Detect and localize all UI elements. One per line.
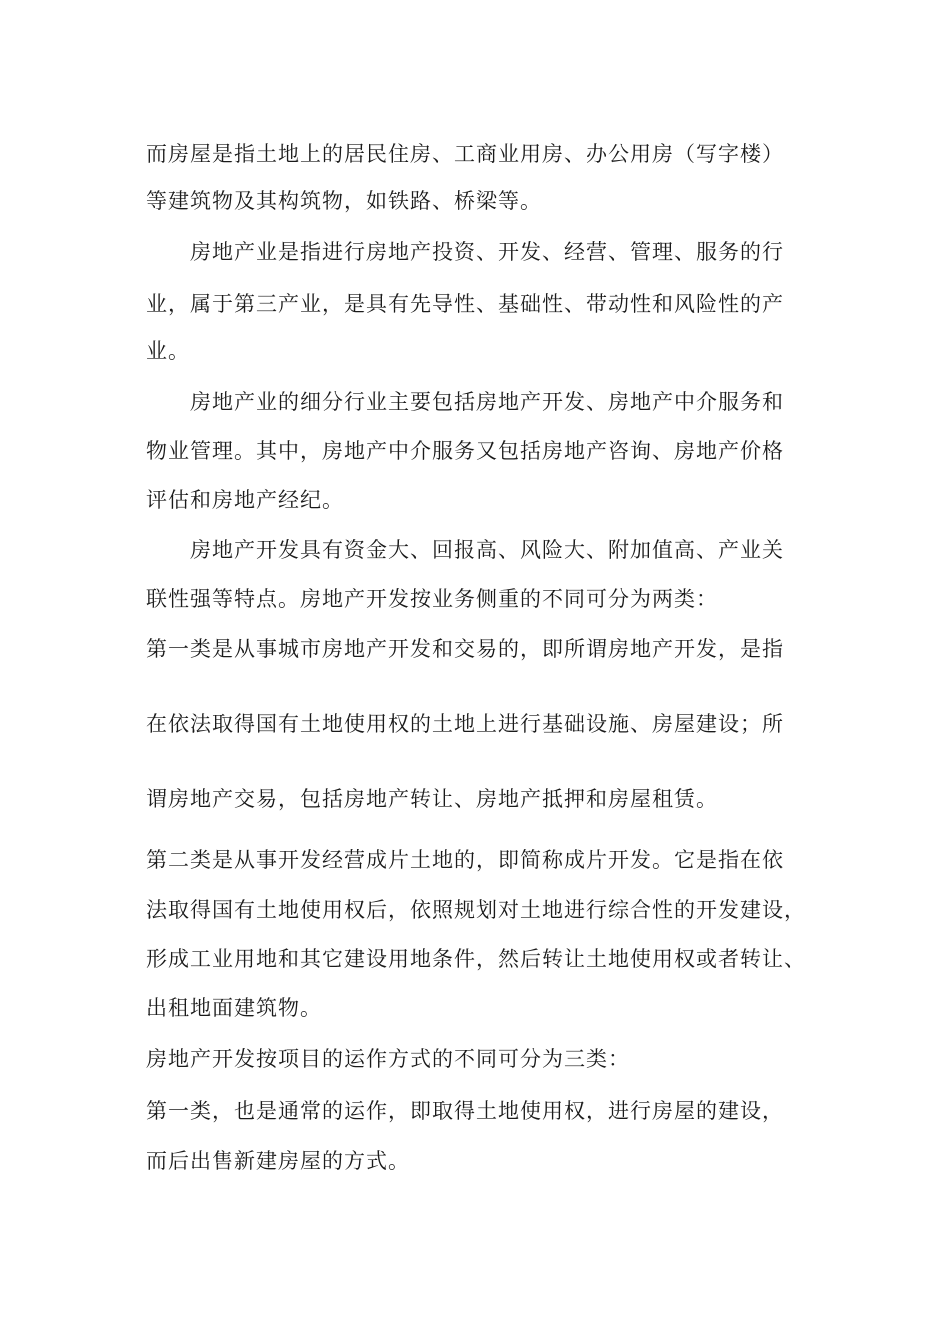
text-line: 房地产开发按项目的运作方式的不同可分为三类： <box>146 1047 630 1071</box>
text-line: 房地产业是指进行房地产投资、开发、经营、管理、服务的行 <box>190 240 784 264</box>
text-line: 而后出售新建房屋的方式。 <box>146 1149 410 1173</box>
text-line: 形成工业用地和其它建设用地条件，然后转让土地使用权或者转让、 <box>146 947 806 971</box>
text-line: 法取得国有土地使用权后，依照规划对土地进行综合性的开发建设， <box>146 898 806 922</box>
text-line: 谓房地产交易，包括房地产转让、房地产抵押和房屋租赁。 <box>146 787 718 811</box>
text-line: 等建筑物及其构筑物，如铁路、桥梁等。 <box>146 189 542 213</box>
text-line: 联性强等特点。房地产开发按业务侧重的不同可分为两类： <box>146 587 718 611</box>
text-line: 房地产业的细分行业主要包括房地产开发、房地产中介服务和 <box>190 390 784 414</box>
text-line: 而房屋是指土地上的居民住房、工商业用房、办公用房（写字楼） <box>146 142 784 166</box>
text-line: 物业管理。其中，房地产中介服务又包括房地产咨询、房地产价格 <box>146 439 784 463</box>
text-line: 第二类是从事开发经营成片土地的，即简称成片开发。它是指在依 <box>146 848 784 872</box>
text-line: 评估和房地产经纪。 <box>146 488 344 512</box>
text-line: 业。 <box>146 339 190 363</box>
text-line: 在依法取得国有土地使用权的土地上进行基础设施、房屋建设；所 <box>146 712 784 736</box>
text-line: 出租地面建筑物。 <box>146 996 322 1020</box>
text-line: 第一类，也是通常的运作，即取得土地使用权，进行房屋的建设， <box>146 1099 784 1123</box>
text-line: 房地产开发具有资金大、回报高、风险大、附加值高、产业关 <box>190 538 784 562</box>
text-line: 业，属于第三产业，是具有先导性、基础性、带动性和风险性的产 <box>146 292 784 316</box>
text-line: 第一类是从事城市房地产开发和交易的，即所谓房地产开发，是指 <box>146 637 784 661</box>
